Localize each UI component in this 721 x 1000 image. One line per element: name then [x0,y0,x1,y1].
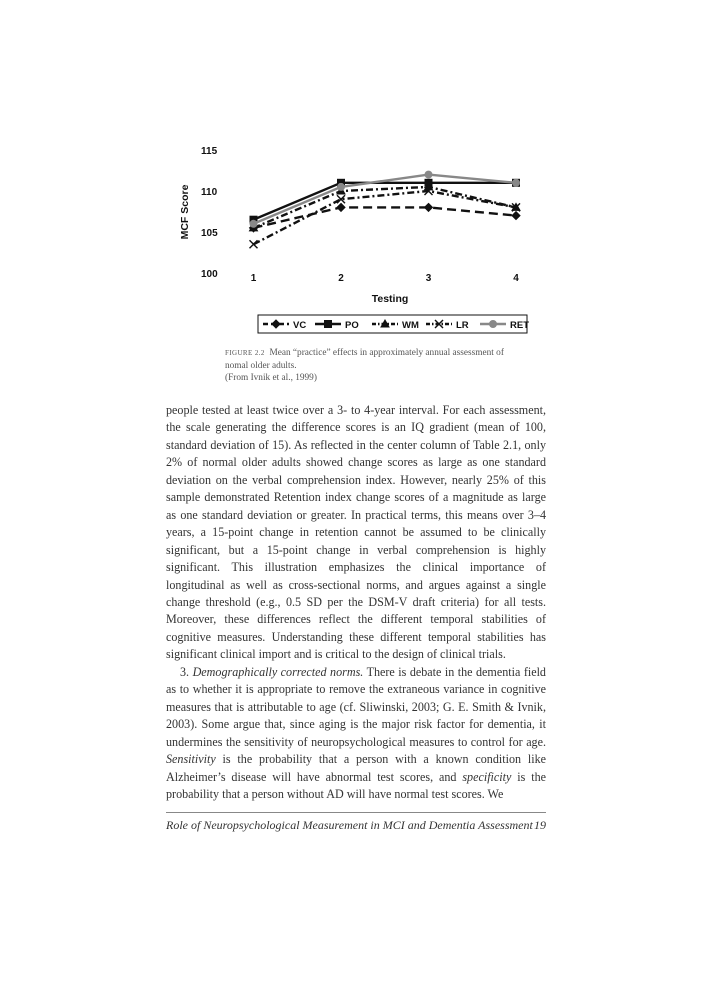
x-tick-label: 1 [250,273,257,284]
data-point-ret [513,179,520,186]
data-point-ret [338,183,345,190]
y-tick-label: 105 [201,228,218,239]
footer-rule [166,812,546,813]
x-tick-label: 4 [513,273,519,284]
y-tick-label: 115 [201,146,218,157]
series-po [250,179,520,223]
paragraph-2-part-c: is the probability that a person without AD will have normal test scores. We [166,769,546,801]
series-line-vc [254,207,517,228]
y-axis-ticks [201,146,218,280]
series-ret [250,171,520,227]
page-footer [166,818,546,833]
data-point-vc [337,203,345,211]
plot-area [250,171,521,248]
figure-caption [225,347,525,385]
page-number: 19 [534,818,546,832]
legend-label-po: PO [345,319,359,331]
chart-legend [258,315,529,333]
legend-label-wm: WM [402,319,419,331]
x-axis-label: Testing [371,293,409,305]
legend-label-lr: LR [456,319,469,331]
y-tick-label: 110 [201,187,218,198]
caption-line [225,347,525,372]
caption-source: (From Ivnik et al., 1999) [225,373,317,383]
x-tick-label: 3 [425,273,432,284]
x-axis-ticks [251,273,520,284]
data-point-lr [250,240,258,248]
data-point-vc [512,212,520,220]
data-point-ret [250,220,257,227]
practice-effects-chart [160,140,560,340]
legend-marker-po [325,321,332,328]
paragraph-2-part-b: is the probability that a person with a known condition like Alzheimer’s disease will have abnormal test scores, and [166,752,546,784]
y-axis-label: MCF Score [179,184,191,240]
series-line-lr [254,191,517,244]
legend-marker-ret [490,321,497,328]
list-number: 3. [180,664,190,679]
caption-label: FIGURE 2.2 [225,349,265,357]
series-lr [250,187,521,248]
data-point-vc [425,203,433,211]
term-specificity: specificity [462,769,512,784]
paragraph-1: people tested at least twice over a 3- to 4-year interval. For each assessment, the scale generating the difference scores is an IQ gradient (mean of 100, standard deviation of 15). As reflected in the center column of Table 2.1, only 2% of normal older adults showed change scores as large as one standard deviation on the verbal comprehension index. However, nearly 25% of this sample demonstrated Retention index change scores of a magnitude as large as one standard deviation or greater. In practical terms, this means over 3–4 years, a 15-point change in retention cannot be assumed to be clinically significant, but a 15-point change in verbal comprehension is highly significant. This illustration emphasizes the clinical importance of longitudinal as well as cross-sectional norms, and argues against a single change threshold (e.g., 0.5 SD per the DSM-V draft criteria) for all tests. Moreover, these differences reflect the different temporal stabilities of cognitive measures. Understanding these different temporal stabilities has significant clinical import and is critical to the design of clinical trials. [166,403,546,662]
data-point-ret [425,171,432,178]
paragraph-2 [166,664,546,804]
term-sensitivity: Sensitivity [166,752,216,767]
x-tick-label: 2 [338,273,344,284]
paragraph-2-part-a: There is debate in the dementia field as to whether it is appropriate to remove the extraneous variance in cognitive measures that is attributable to age (cf. Sliwinski, 2003; G. E. Smith & Ivnik, 2003). Some argue that, since aging is the major risk factor for dementia, it undermines the sensitivity of neuropsychological measures to control for age. [166,664,546,749]
y-tick-label: 100 [201,269,218,280]
body-text [166,402,546,803]
running-title: Role of Neuropsychological Measurement in MCI and Dementia Assessment [166,818,533,832]
caption-text: Mean “practice” effects in approximately annual assessment of nomal older adults. [225,348,504,371]
section-term: Demographically corrected norms. [192,664,364,679]
legend-label-vc: VC [293,319,307,331]
legend-label-ret: RET [510,319,529,331]
